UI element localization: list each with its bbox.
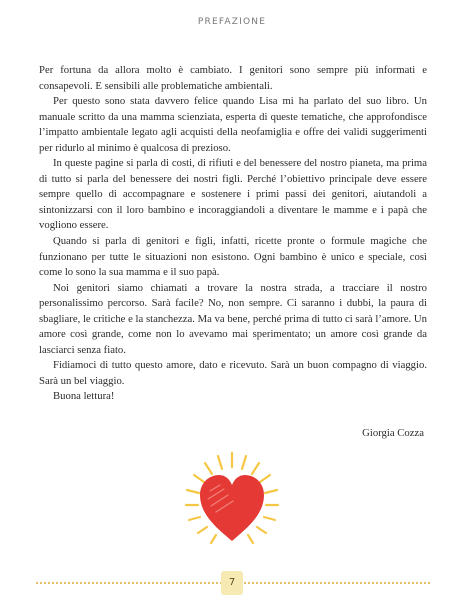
paragraph: Per fortuna da allora molto è cambiato. I genitori sono sempre più informati e consapevoli. E sensibili alle problematiche ambientali. (39, 64, 427, 92)
paragraph: Per questo sono stata davvero felice quando Lisa mi ha parlato del suo libro. Un manuale scritto da una mamma scienziata, esperta di queste tematiche, che approfondisce l’impatto ambientale legato agli acquisti della neofamiglia e offre dei validi suggerimenti per ridurlo al minimo è qualcosa di prezioso. (39, 95, 427, 154)
page-header: PREFAZIONE (197, 17, 267, 27)
heart-icon (178, 447, 286, 555)
heart-illustration (178, 447, 286, 555)
paragraph: Buona lettura! (53, 390, 115, 403)
paragraph: Fidiamoci di tutto questo amore, dato e ricevuto. Sarà un buon compagno di viaggio. Sarà un bel viaggio. (39, 359, 427, 387)
paragraph: In queste pagine si parla di costi, di rifiuti e del benessere del nostro pianeta, ma prima di tutto si parla del benessere dei nostri figli. Perché l’obiettivo principale deve essere sempre quello di accompagnare e sostenere i primi passi dei genitori, aiutandoli a sintonizzarsi con il loro bambino e incoraggiandoli a diventare le mamme e i papà che vogliono essere. (39, 157, 427, 232)
body-text (39, 63, 427, 405)
page-number: 7 (221, 571, 243, 595)
paragraph: Noi genitori siamo chiamati a trovare la nostra strada, a tracciare il nostro personalissimo percorso. Sarà facile? No, non sempre. Ci saranno i dubbi, la paura di sbagliare, le critiche e la stanchezza. Ma va bene, perché prima di tutto ci sarà l’amore. Un amore così grande, come non lo avevamo mai sperimentato; un amore così grande da lasciarci senza fiato. (39, 281, 427, 356)
paragraph: Quando si parla di genitori e figli, infatti, ricette pronte o formule magiche che funzionano per tutte le situazioni non esistono. Ogni bambino è unico e speciale, così come lo sono la sua mamma e il suo papà. (39, 235, 427, 279)
signature: Giorgia Cozza (362, 427, 424, 439)
